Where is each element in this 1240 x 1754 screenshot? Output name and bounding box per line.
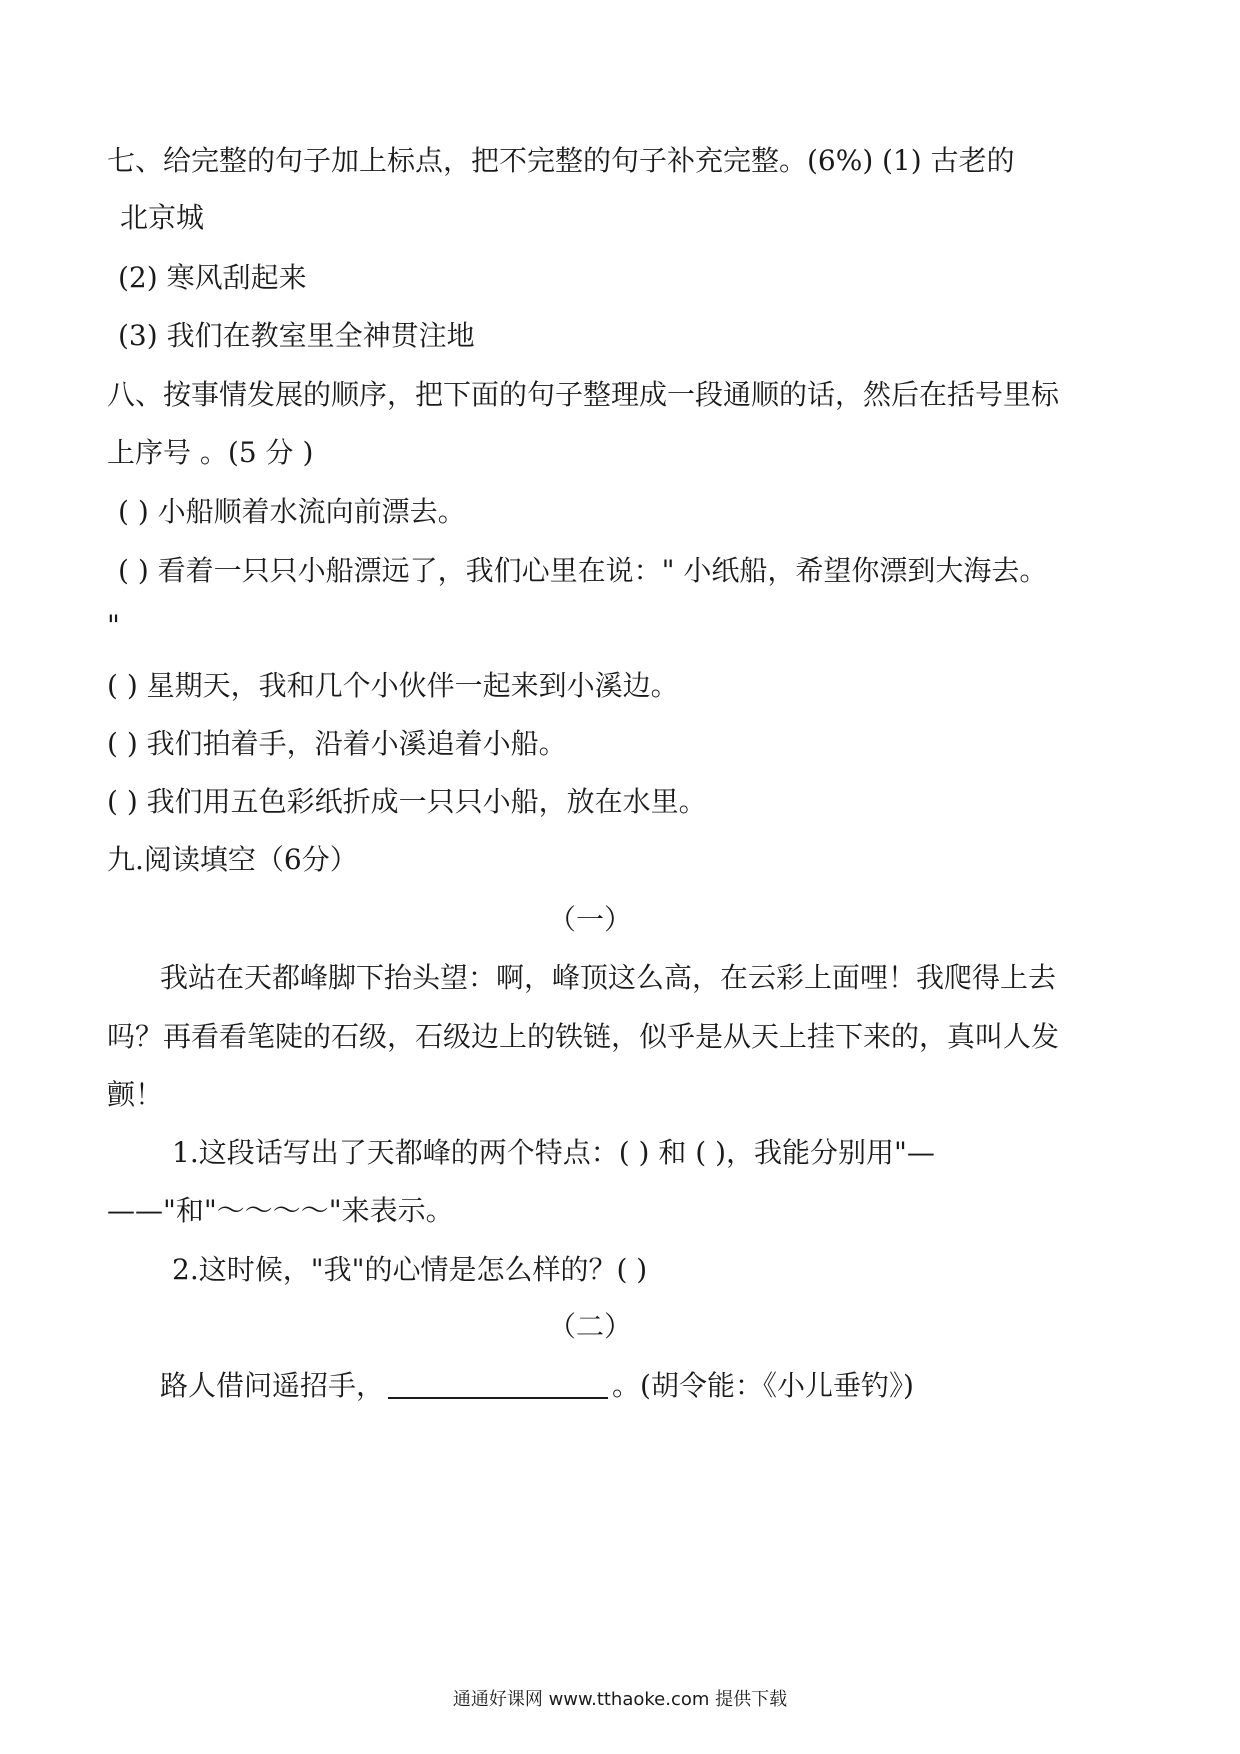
q8-item: ( ) 我们用五色彩纸折成一只只小船，放在水里。 [107,785,707,818]
q9-passage-line2: 吗？再看看笔陡的石级，石级边上的铁链，似乎是从天上挂下来的，真叫人发 [107,1020,1060,1053]
q9-part2-title: （二） [548,1310,633,1343]
footer-credit: 通通好课网 www.tthaoke.com 提供下载 [452,1689,788,1710]
q8-item: ( ) 星期天，我和几个小伙伴一起来到小溪边。 [107,669,679,702]
poem-answer-blank[interactable] [388,1371,608,1399]
q9-passage-line3: 颤！ [107,1078,164,1111]
q8-heading-line1: 八、按事情发展的顺序，把下面的句子整理成一段通顺的话，然后在括号里标 [107,378,1060,411]
q7-item-1: (1) 古老的 [882,144,1015,177]
q9-question-2: 2.这时候，"我"的心情是怎么样的？( ) [172,1253,648,1286]
q8-item: ( ) 我们拍着手，沿着小溪追着小船。 [107,727,567,760]
q9-question-1-line2: ——"和"～～～～"来表示。 [107,1194,454,1227]
q7-heading: 七、给完整的句子加上标点，把不完整的句子补充完整。(6%) [107,144,874,177]
q9-passage-line1: 我站在天都峰脚下抬头望：啊，峰顶这么高，在云彩上面哩！我爬得上去 [160,961,1057,994]
q8-item-cont: " [107,609,120,642]
q9-part1-title: （一） [548,903,633,936]
q8-item: ( ) 看着一只只小船漂远了，我们心里在说：" 小纸船，希望你漂到大海去。 [118,554,1048,587]
poem-prefix: 路人借问遥招手， [160,1369,385,1402]
q7-item-2: (2) 寒风刮起来 [118,261,307,294]
q9-heading: 九.阅读填空（6分） [107,843,358,876]
q8-heading-line2: 上序号 。(5 分 ) [107,436,314,469]
q9-question-1-line1: 1.这段话写出了天都峰的两个特点：( ) 和 ( )，我能分别用"— [172,1136,935,1169]
q8-item: ( ) 小船顺着水流向前漂去。 [118,495,466,528]
q9-poem-line [160,1368,914,1404]
poem-suffix: 。(胡令能：《小儿垂钓》) [612,1369,914,1402]
q7-item-1-cont: 北京城 [120,201,205,234]
q7-item-3: (3) 我们在教室里全神贯注地 [118,319,475,352]
